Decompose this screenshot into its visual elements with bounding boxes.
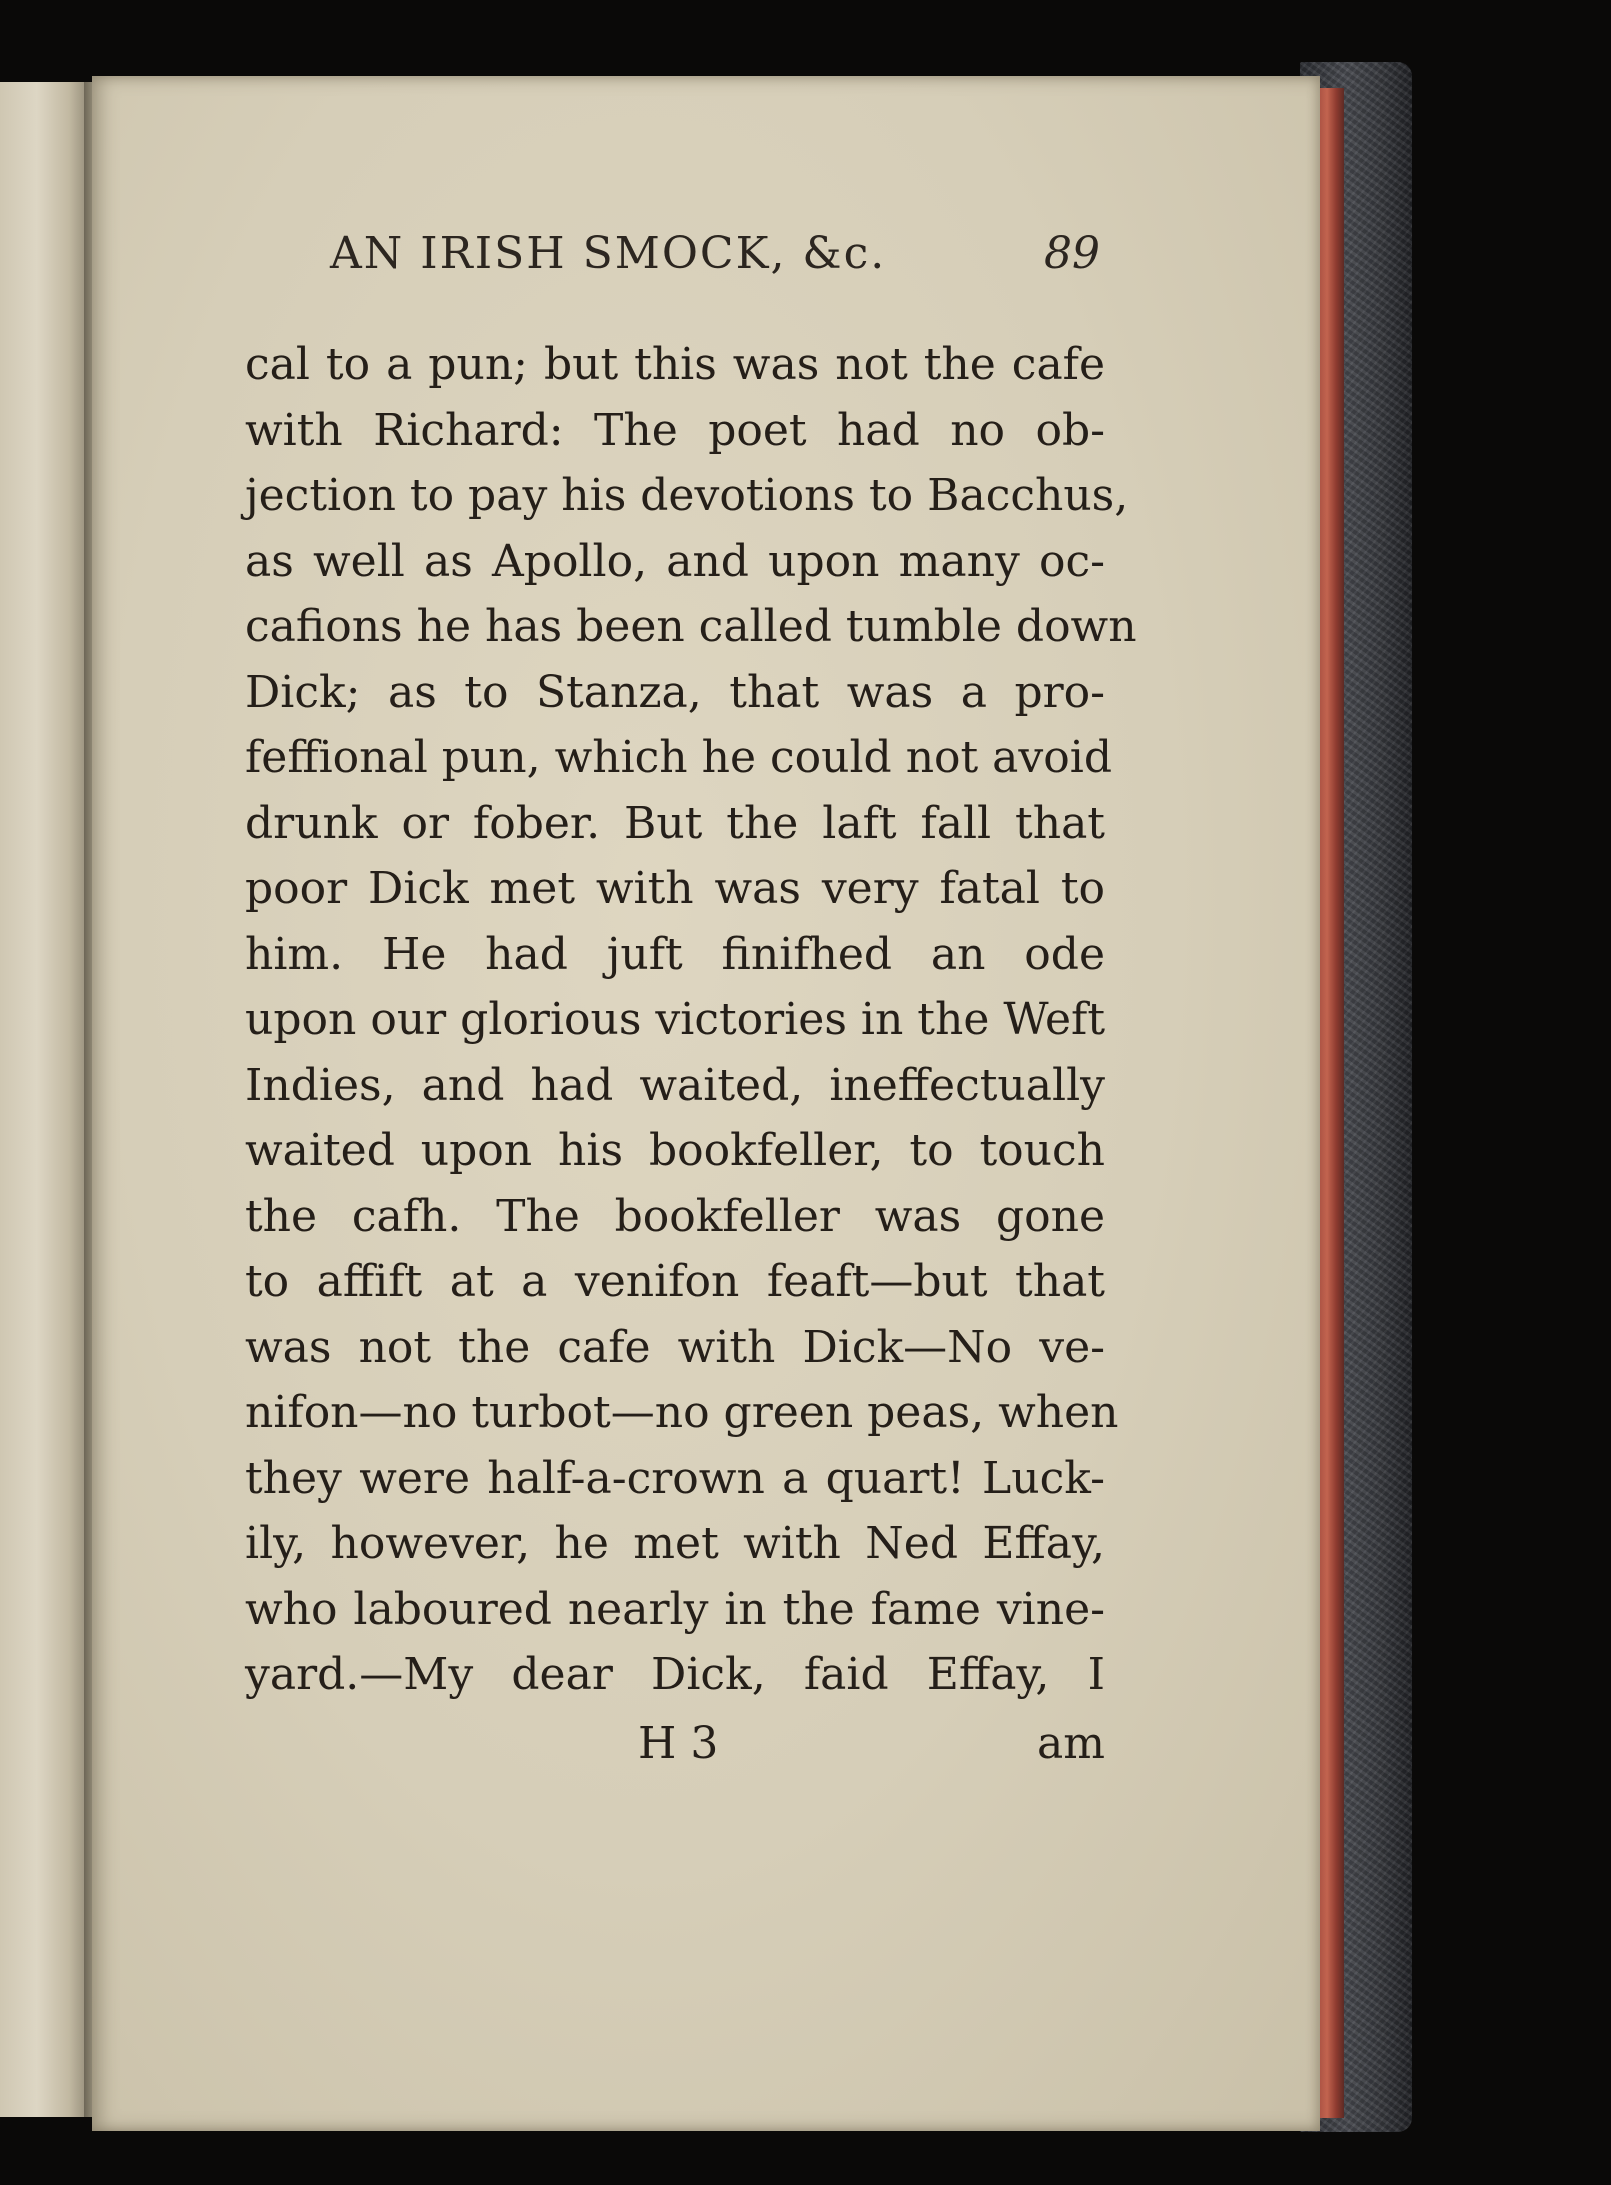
text-line: waited upon his bookfeller, to touch [245,1125,1105,1176]
text-line: cal to a pun; but this was not the cafe [245,339,1105,390]
text-line: nifon—no turbot—no green peas, when [245,1387,1119,1438]
text-line: they were half-a-crown a quart! Luck- [245,1452,1105,1504]
catchword: am [1037,1718,1105,1769]
text-line: drunk or fober. But the laft fall that [245,797,1105,849]
text-line: Indies, and had waited, ineffectually [245,1059,1105,1111]
text-line: as well as Apollo, and upon many oc- [245,535,1105,587]
text-line: yard.—My dear Dick, faid Effay, I [245,1649,1105,1700]
text-line: jection to pay his devotions to Bacchus, [245,470,1129,521]
text-line: cafions he has been called tumble down [245,601,1137,652]
text-line: to affift at a venifon feaft—but that [245,1256,1105,1307]
text-line: Dick; as to Stanza, that was a pro- [245,666,1105,718]
body-text [245,332,1137,1708]
signature-mark: H 3 [638,1718,719,1769]
page-number: 89 [1044,228,1100,279]
text-line: him. He had juft finifhed an ode [245,928,1105,980]
text-line: ily, however, he met with Ned Effay, [245,1518,1105,1569]
page-edges [1318,88,1344,2118]
text-line: poor Dick met with was very fatal to [245,863,1105,914]
facing-page-edge [0,82,92,2117]
text-line: the cafh. The bookfeller was gone [245,1190,1105,1242]
text-line: upon our glorious victories in the Weft [245,994,1105,1045]
text-line: who laboured nearly in the fame vine- [245,1583,1105,1635]
text-line: with Richard: The poet had no ob- [245,404,1105,456]
text-line: was not the cafe with Dick—No ve- [245,1321,1105,1373]
running-title: AN IRISH SMOCK, &c. [330,228,887,279]
page-footer [245,1718,1105,1778]
page-header [330,228,1100,288]
text-line: feffional pun, which he could not avoid [245,732,1113,783]
